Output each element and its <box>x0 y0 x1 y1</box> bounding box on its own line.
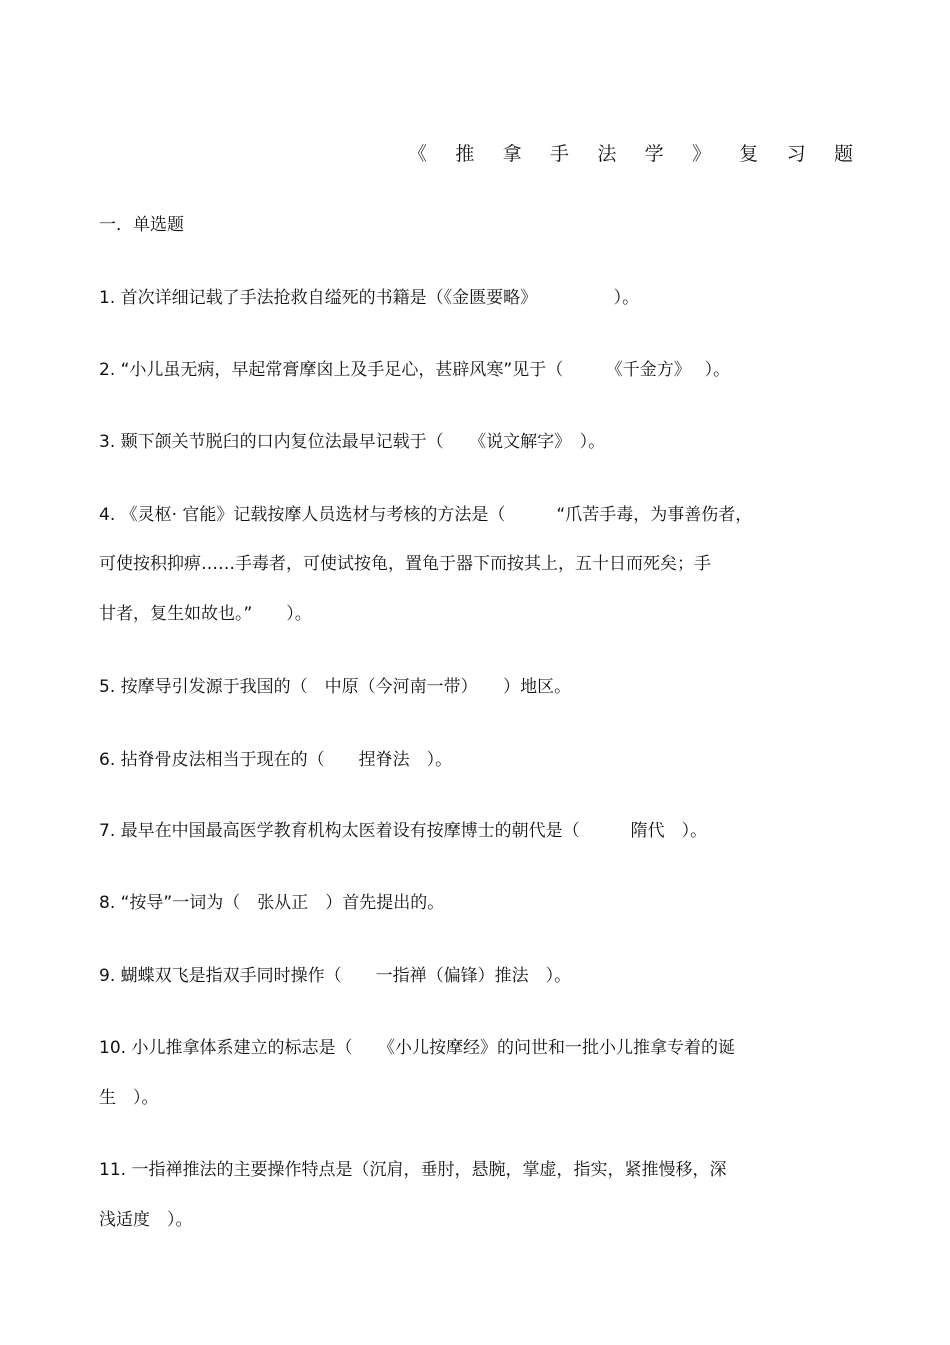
question-11-line-1: 11. 一指禅推法的主要操作特点是（沉肩，垂肘，悬腕，掌虚，指实，紧推慢移，深 <box>99 1160 727 1180</box>
question-3: 3. 颞下颌关节脱臼的口内复位法最早记载于（ 《说文解字》 ）。 <box>99 432 606 452</box>
title-char: 复 <box>739 143 759 165</box>
question-11-line-2: 浅适度 ）。 <box>99 1210 193 1230</box>
question-4-line-3: 甘者，复生如故也。” ）。 <box>99 604 312 624</box>
question-4-line-2: 可使按积抑痹……手毒者，可使试按龟，置龟于器下而按其上，五十日而死矣；手 <box>99 554 711 574</box>
question-10-line-2: 生 ）。 <box>99 1088 159 1108</box>
section-heading: 一．单选题 <box>99 215 184 235</box>
title-char: 《 <box>408 143 428 165</box>
question-10-line-1: 10. 小儿推拿体系建立的标志是（ 《小儿按摩经》的问世和一批小儿推拿专着的诞 <box>99 1038 735 1058</box>
question-6: 6. 拈脊骨皮法相当于现在的（ 捏脊法 ）。 <box>99 750 453 770</box>
question-8: 8. “按导”一词为（ 张从正 ）首先提出的。 <box>99 893 445 913</box>
question-1: 1. 首次详细记载了手法抢救自缢死的书籍是（《金匮要略》 ）。 <box>99 288 640 308</box>
question-7: 7. 最早在中国最高医学教育机构太医着设有按摩博士的朝代是（ 隋代 ）。 <box>99 821 708 841</box>
title-char: 法 <box>597 143 617 165</box>
title-char: 手 <box>549 143 569 165</box>
document-title <box>408 142 853 166</box>
question-2: 2. “小儿虽无病，早起常膏摩囟上及手足心，甚辟风寒”见于（ 《千金方》 ）。 <box>99 360 731 380</box>
title-char: 题 <box>833 143 853 165</box>
title-char: 拿 <box>502 143 522 165</box>
question-9: 9. 蝴蝶双飞是指双手同时操作（ 一指禅（偏锋）推法 ）。 <box>99 966 572 986</box>
title-char: 推 <box>455 143 475 165</box>
question-4-line-1: 4. 《灵枢· 官能》记载按摩人员选材与考核的方法是（ “爪苦手毒，为事善伤者， <box>99 505 753 525</box>
question-5: 5. 按摩导引发源于我国的（ 中原（今河南一带） ）地区。 <box>99 677 572 697</box>
title-char: 习 <box>786 143 806 165</box>
title-char: 》 <box>691 143 711 165</box>
title-char: 学 <box>644 143 664 165</box>
